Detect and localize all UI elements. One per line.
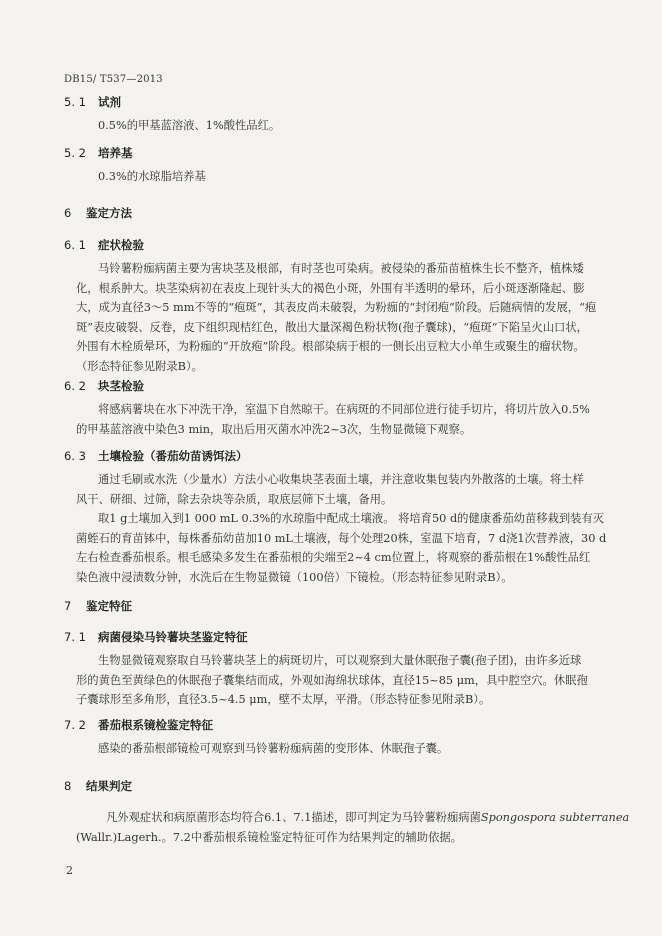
heading-7-title: 鉴定特征 — [86, 599, 132, 613]
page-number: 2 — [66, 864, 73, 877]
paragraph-5-1 — [76, 116, 600, 136]
text-line: 的甲基蓝溶液中染色3 min，取出后用灭菌水冲洗2~3次，生物显微镜下观察。 — [76, 422, 472, 436]
paragraph-6-1 — [76, 259, 600, 376]
heading-6-2-number: 6. 2 — [64, 379, 86, 393]
heading-7-1-title: 病菌侵染马铃薯块茎鉴定特征 — [98, 630, 248, 644]
paragraph-6-3 — [76, 470, 607, 587]
text-line: 马铃薯粉痂病菌主要为害块茎及根部，有时茎也可染病。被侵染的番茄苗植株生长不整齐，植株矮 — [98, 262, 584, 275]
text-line — [84, 808, 630, 828]
text-line: 形的黄色至黄绿色的休眠孢子囊集结而成，外观如海绵状球体，直径15~85 μm，具中腔空穴。休眠孢 — [76, 673, 588, 687]
paragraph-6-2 — [76, 400, 600, 439]
paragraph-8 — [76, 808, 630, 847]
heading-7-2-title: 番茄根系镜检鉴定特征 — [98, 718, 213, 732]
heading-6-3 — [64, 448, 248, 464]
text-line: 左右检查番茄根系。根毛感染多发生在番茄根的尖端至2~4 cm位置上，将观察的番茄根在1%酸性品红 — [76, 551, 591, 564]
paragraph-7-2-text: 感染的番茄根部镜检可观察到马铃薯粉痂病菌的变形体、休眠孢子囊。 — [98, 742, 449, 755]
paragraph-5-2 — [76, 167, 600, 187]
text-line: 化，根系肿大。块茎染病初在表皮上现针头大的褐色小斑，外围有半透明的晕环，后小斑逐渐隆起、膨 — [76, 281, 585, 295]
heading-6-1-number: 6. 1 — [64, 238, 86, 252]
text-line: 斑”表皮破裂、反卷，皮下组织现桔红色，散出大量深褐色粉状物(孢子囊球)，“疱斑”下陷呈火山口状， — [76, 320, 588, 334]
heading-5-1-number: 5. 1 — [64, 95, 86, 109]
heading-5-1-title: 试剂 — [98, 95, 121, 109]
standard-code: DB15/ T537—2013 — [64, 74, 163, 85]
text-line: 外围有木栓质晕环，为粉痂的“开放疱”阶段。根部染病于根的一侧长出豆粒大小单生或聚生的瘤状物。 — [76, 340, 585, 353]
heading-7-2 — [64, 717, 213, 733]
result-text: 凡外观症状和病原菌形态均符合6.1、7.1描述，即可判定为马铃薯粉痂病菌 — [106, 811, 481, 824]
heading-7-1 — [64, 629, 248, 645]
text-line: 菌蛭石的育苗钵中，每株番茄幼苗加10 mL土壤液，每个处理20株，室温下培育，7 d浇1次营养液，30 d — [76, 531, 607, 545]
paragraph-7-2 — [76, 739, 600, 759]
heading-7-1-number: 7. 1 — [64, 630, 86, 644]
heading-5-1 — [64, 94, 121, 110]
text-line: 大，成为直径3～5 mm不等的“疱斑”，其表皮尚未破裂，为粉痂的“封闭疱”阶段。后随病情的发展，“疱 — [76, 301, 597, 314]
heading-6 — [64, 205, 132, 221]
heading-8-number: 8 — [64, 779, 72, 793]
heading-7-2-number: 7. 2 — [64, 718, 86, 732]
heading-8-title: 结果判定 — [86, 779, 132, 793]
heading-5-2 — [64, 145, 133, 161]
heading-8 — [64, 778, 132, 794]
heading-6-3-number: 6. 3 — [64, 449, 86, 463]
heading-6-number: 6 — [64, 206, 72, 220]
heading-6-2-title: 块茎检验 — [98, 379, 144, 393]
paragraph-5-2-text: 0.3%的水琼脂培养基 — [98, 170, 206, 183]
heading-6-3-title: 土壤检验（番茄幼苗诱饵法） — [98, 449, 248, 463]
heading-6-1 — [64, 237, 144, 253]
species-name: Spongospora subterranea — [480, 811, 630, 824]
text-line: 通过毛刷或水洗（少量水）方法小心收集块茎表面土壤，并注意收集包装内外散落的土壤。将土样 — [98, 473, 584, 486]
text-line: 染色液中浸渍数分钟，水洗后在生物显微镜（100倍）下镜检。（形态特征参见附录B）。 — [76, 570, 513, 584]
text-line: 子囊球形至多角形，直径3.5~4.5 μm，壁不太厚，平滑。（形态特征参见附录B）。 — [76, 693, 491, 706]
result-text: 。7.2中番茄根系镜检鉴定特征可作为结果判定的辅助依据。 — [161, 830, 462, 844]
heading-5-2-number: 5. 2 — [64, 146, 86, 160]
species-authority: (Wallr.)Lagerh. — [76, 830, 162, 844]
paragraph-7-1 — [76, 651, 600, 710]
text-line: 生物显微镜观察取自马铃薯块茎上的病斑切片，可以观察到大量休眠孢子囊(孢子团)，由许多近球 — [98, 654, 582, 667]
text-line — [76, 828, 600, 848]
text-line: 风干、研细、过筛，除去杂块等杂质，取底层筛下土壤，备用。 — [76, 492, 393, 506]
text-line: 将感病薯块在水下冲洗干净，室温下自然晾干。在病斑的不同部位进行徒手切片，将切片放入0.5% — [98, 403, 590, 416]
heading-6-2 — [64, 378, 144, 394]
heading-7-number: 7 — [64, 599, 72, 613]
text-line: （形态特征参见附录B）。 — [76, 359, 203, 373]
heading-5-2-title: 培养基 — [98, 146, 133, 160]
paragraph-5-1-text: 0.5%的甲基蓝溶液、1%酸性品红。 — [98, 119, 281, 132]
heading-6-title: 鉴定方法 — [86, 206, 132, 220]
heading-7 — [64, 598, 132, 614]
text-line: 取1 g土壤加入到1 000 mL 0.3%的水琼脂中配成土壤液。 将培育50 d的健康番茄幼苗移栽到装有灭 — [98, 512, 605, 525]
heading-6-1-title: 症状检验 — [98, 238, 144, 252]
